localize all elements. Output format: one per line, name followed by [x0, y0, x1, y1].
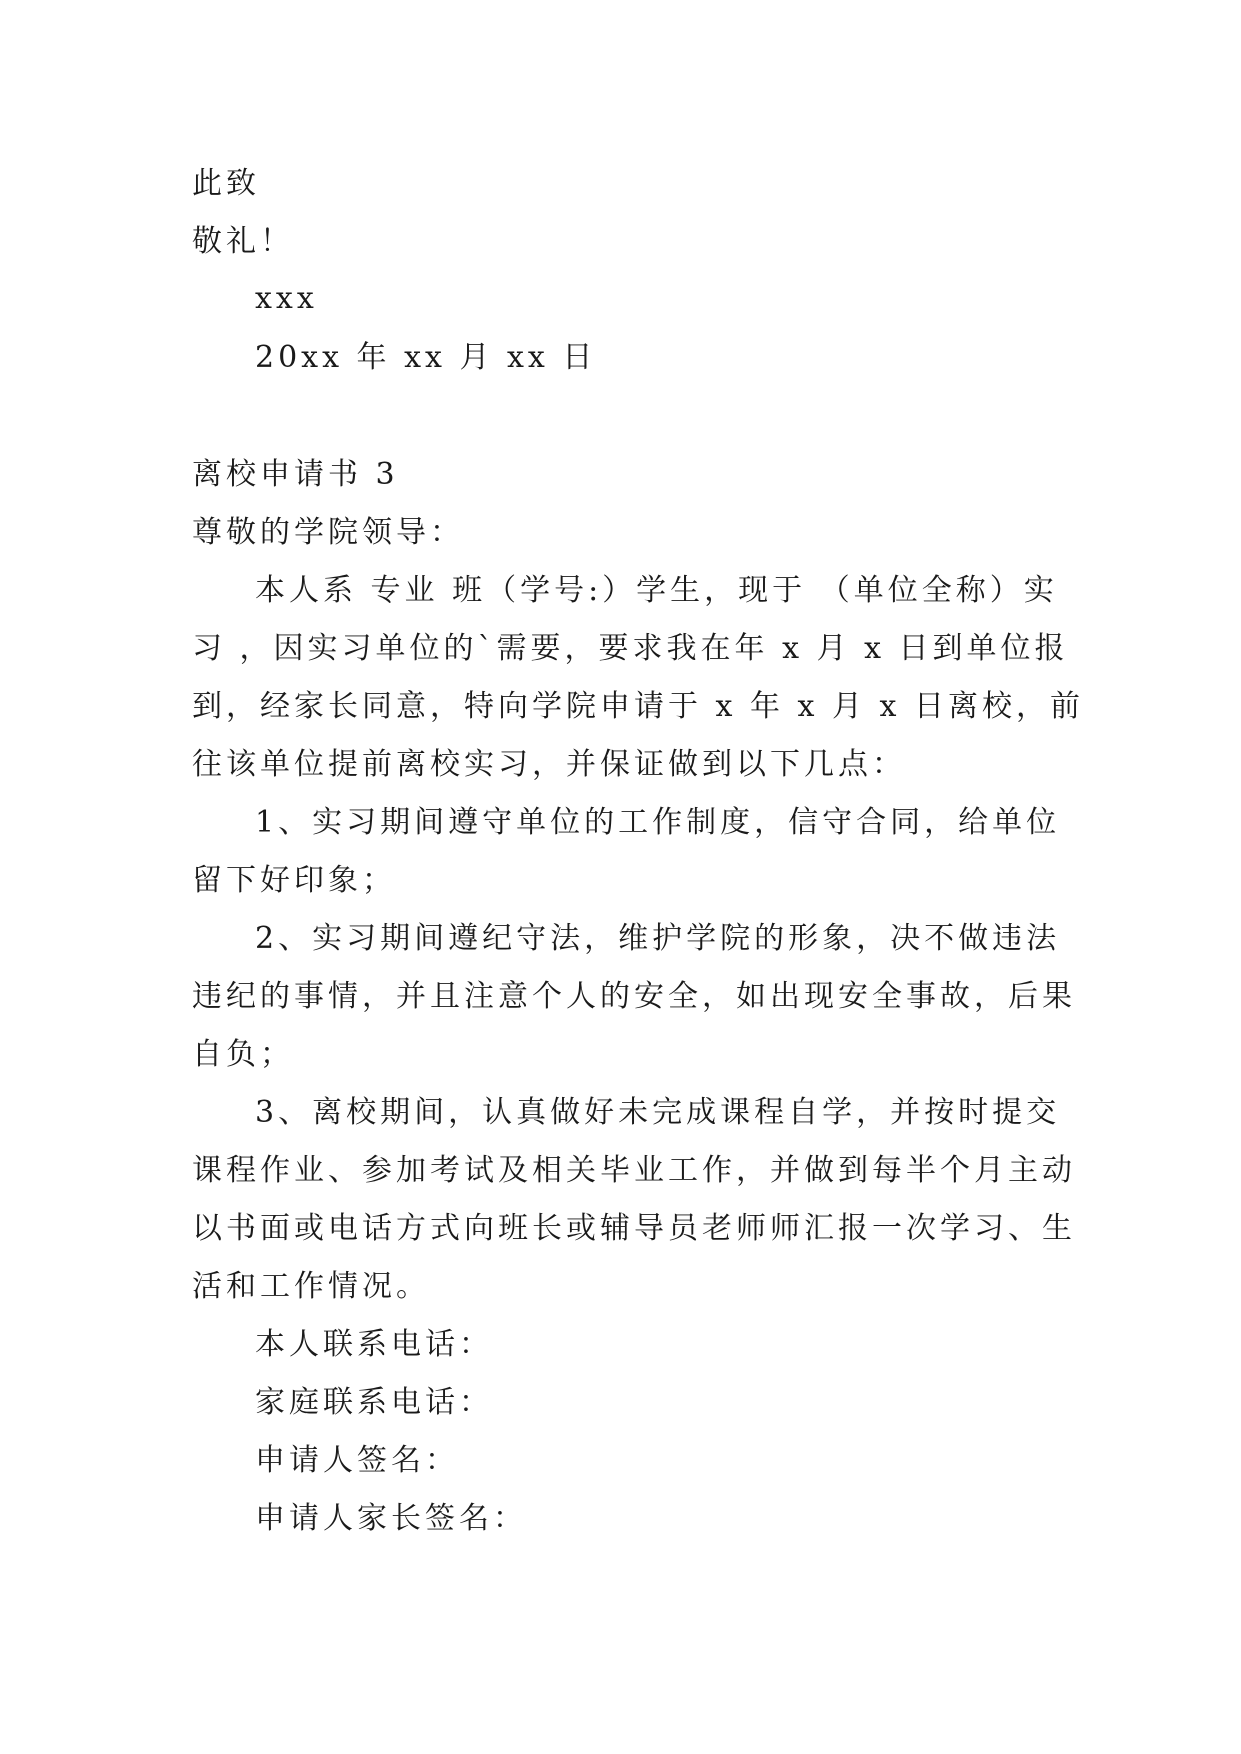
- body-line: 课程作业、参加考试及相关毕业工作，并做到每半个月主动: [192, 1153, 1076, 1188]
- body-line: 违纪的事情，并且注意个人的安全，如出现安全事故，后果: [192, 979, 1076, 1014]
- applicant-signature-label: 申请人签名：: [255, 1443, 459, 1478]
- contact-phone-label: 本人联系电话：: [255, 1327, 493, 1362]
- signer-name: xxx: [255, 281, 318, 316]
- body-line: 留下好印象；: [192, 863, 396, 898]
- body-line: 活和工作情况。: [192, 1269, 430, 1304]
- letter-title: 离校申请书 3: [192, 457, 399, 492]
- closing-respect: 敬礼！: [192, 224, 294, 259]
- body-line: 习 ，因实习单位的`需要，要求我在年 x 月 x 日到单位报: [192, 631, 1069, 666]
- body-line: 自负；: [192, 1037, 294, 1072]
- body-line: 往该单位提前离校实习，并保证做到以下几点：: [192, 747, 906, 782]
- body-line: 本人系 专业 班（学号:）学生，现于 （单位全称）实: [255, 573, 1058, 608]
- closing-salutation: 此致: [192, 166, 260, 201]
- body-line: 1、实习期间遵守单位的工作制度，信守合同，给单位: [255, 805, 1061, 840]
- body-line: 以书面或电话方式向班长或辅导员老师师汇报一次学习、生: [192, 1211, 1076, 1246]
- parent-signature-label: 申请人家长签名：: [255, 1501, 527, 1536]
- body-line: 3、离校期间，认真做好未完成课程自学，并按时提交: [255, 1095, 1061, 1130]
- body-line: 2、实习期间遵纪守法，维护学院的形象，决不做违法: [255, 921, 1061, 956]
- letter-greeting: 尊敬的学院领导：: [192, 515, 464, 550]
- body-line: 到，经家长同意，特向学院申请于 x 年 x 月 x 日离校，前: [192, 689, 1084, 724]
- letter-date: 20xx 年 xx 月 xx 日: [255, 340, 597, 375]
- family-phone-label: 家庭联系电话：: [255, 1385, 493, 1420]
